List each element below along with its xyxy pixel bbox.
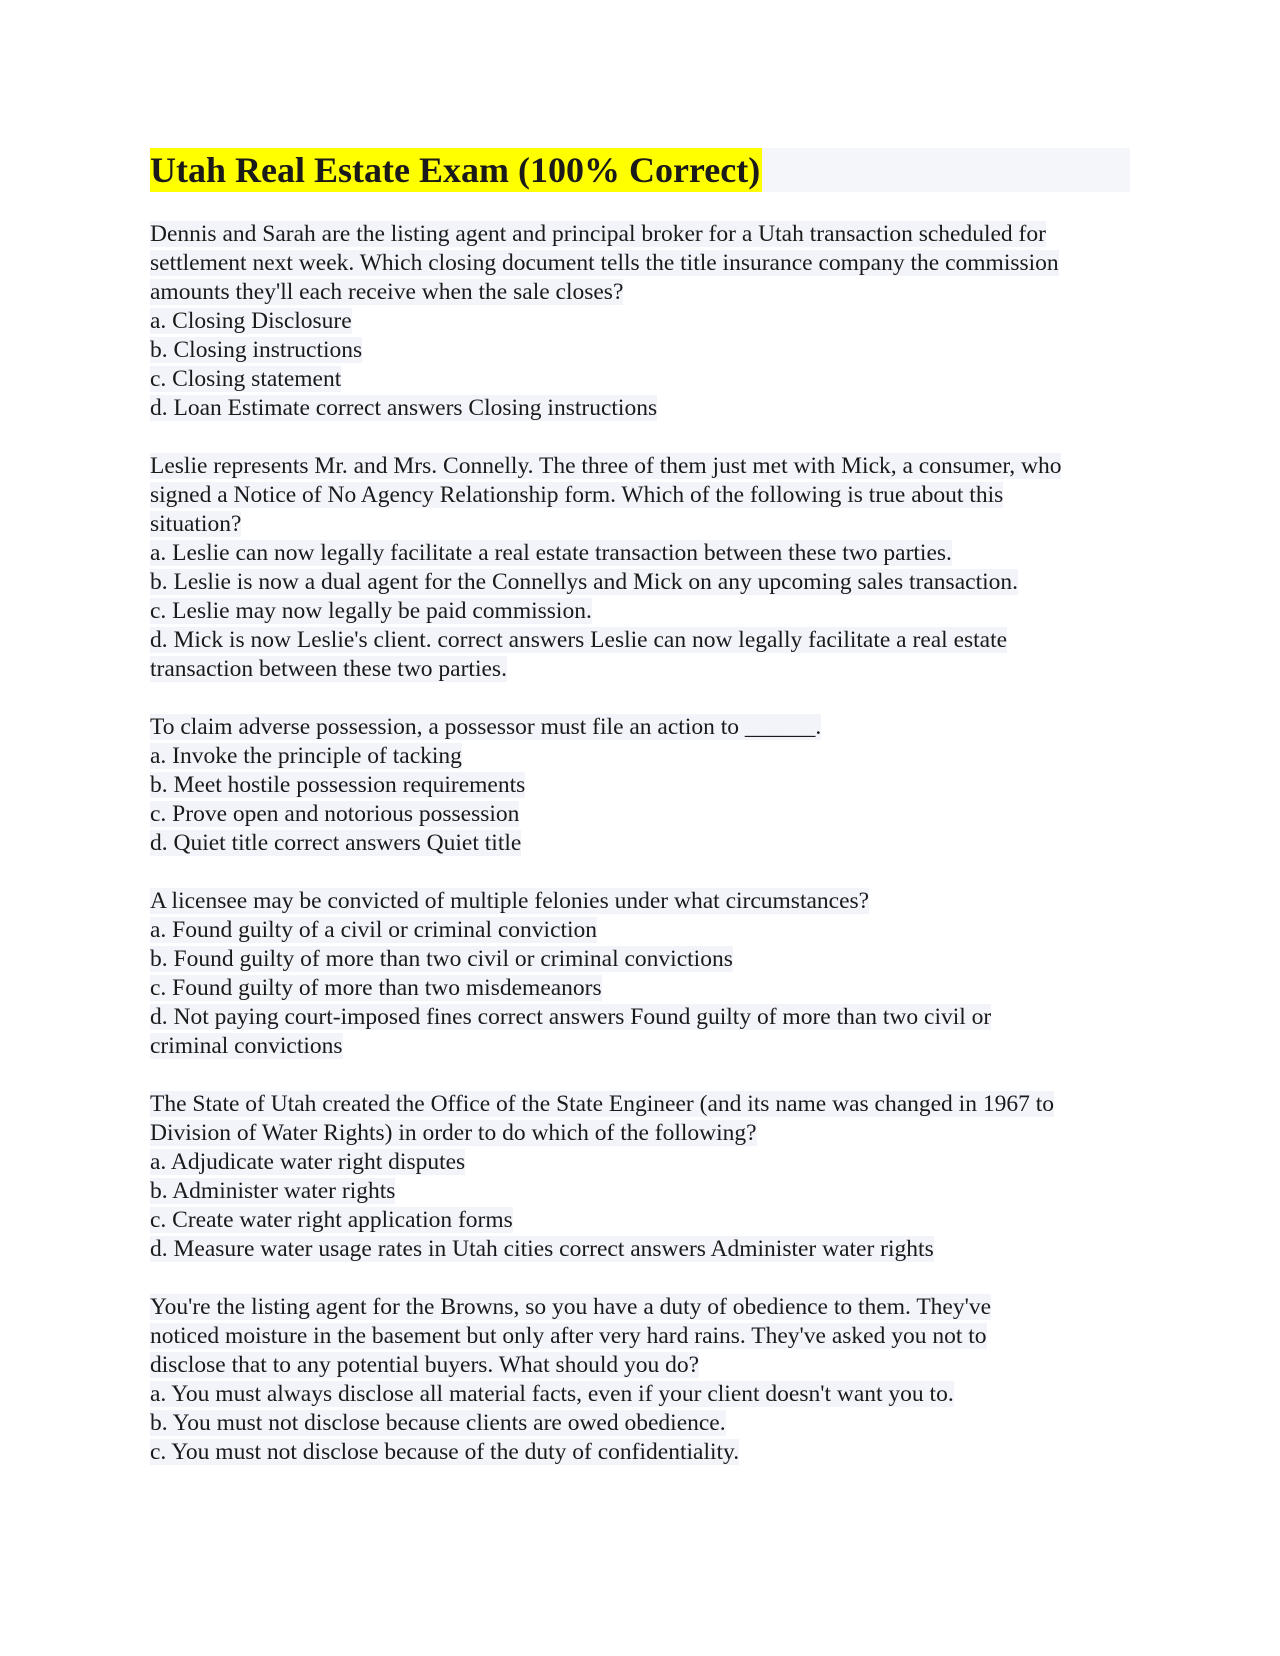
answer-option: a. Found guilty of a civil or criminal conviction: [150, 917, 598, 943]
question-list: [150, 220, 1130, 1467]
question-block: [150, 452, 1130, 684]
answer-option: d. Mick is now Leslie's client. correct answers Leslie can now legally facilitate a real estate: [150, 627, 1008, 653]
answer-option: d. Measure water usage rates in Utah cities correct answers Administer water rights: [150, 1236, 934, 1262]
answer-option: c. Found guilty of more than two misdemeanors: [150, 975, 602, 1001]
document-title: Utah Real Estate Exam (100% Correct): [150, 150, 761, 190]
answer-option: a. Leslie can now legally facilitate a real estate transaction between these two parties.: [150, 540, 952, 566]
answer-option: a. Closing Disclosure: [150, 308, 352, 334]
answer-option: d. Not paying court-imposed fines correct answers Found guilty of more than two civil or: [150, 1004, 992, 1030]
question-line: amounts they'll each receive when the sale closes?: [150, 279, 624, 305]
question-line: The State of Utah created the Office of the State Engineer (and its name was changed in 1967 to: [150, 1091, 1054, 1117]
question-block: [150, 1090, 1130, 1264]
answer-option: b. You must not disclose because clients are owed obedience.: [150, 1410, 726, 1436]
answer-option: criminal convictions: [150, 1033, 343, 1059]
question-line: Division of Water Rights) in order to do which of the following?: [150, 1120, 757, 1146]
answer-option: c. Leslie may now legally be paid commission.: [150, 598, 592, 624]
answer-option: c. Closing statement: [150, 366, 342, 392]
question-line: situation?: [150, 511, 242, 537]
answer-option: a. Adjudicate water right disputes: [150, 1149, 466, 1175]
question-line: settlement next week. Which closing document tells the title insurance company the commission: [150, 250, 1059, 276]
document-page: [150, 148, 1130, 1496]
question-block: [150, 1293, 1130, 1467]
question-block: [150, 220, 1130, 423]
answer-option: c. Prove open and notorious possession: [150, 801, 520, 827]
question-line: noticed moisture in the basement but only after very hard rains. They've asked you not to: [150, 1323, 987, 1349]
question-block: [150, 713, 1130, 858]
answer-option: b. Administer water rights: [150, 1178, 396, 1204]
question-line: Leslie represents Mr. and Mrs. Connelly. The three of them just met with Mick, a consumer, who: [150, 453, 1062, 479]
question-line: To claim adverse possession, a possessor must file an action to ______.: [150, 714, 822, 740]
answer-option: b. Closing instructions: [150, 337, 363, 363]
answer-option: b. Found guilty of more than two civil or criminal convictions: [150, 946, 733, 972]
answer-option: c. Create water right application forms: [150, 1207, 513, 1233]
answer-option: d. Loan Estimate correct answers Closing instructions: [150, 395, 658, 421]
question-line: Dennis and Sarah are the listing agent and principal broker for a Utah transaction scheduled for: [150, 221, 1046, 247]
answer-option: b. Meet hostile possession requirements: [150, 772, 526, 798]
question-line: disclose that to any potential buyers. What should you do?: [150, 1352, 700, 1378]
answer-option: a. Invoke the principle of tacking: [150, 743, 462, 769]
question-line: You're the listing agent for the Browns, so you have a duty of obedience to them. They've: [150, 1294, 992, 1320]
answer-option: transaction between these two parties.: [150, 656, 507, 682]
question-line: A licensee may be convicted of multiple felonies under what circumstances?: [150, 888, 870, 914]
answer-option: b. Leslie is now a dual agent for the Connellys and Mick on any upcoming sales transaction.: [150, 569, 1018, 595]
title-band: [150, 148, 1130, 192]
answer-option: c. You must not disclose because of the duty of confidentiality.: [150, 1439, 740, 1465]
question-block: [150, 887, 1130, 1061]
answer-option: a. You must always disclose all material facts, even if your client doesn't want you to.: [150, 1381, 954, 1407]
answer-option: d. Quiet title correct answers Quiet title: [150, 830, 522, 856]
question-line: signed a Notice of No Agency Relationship form. Which of the following is true about this: [150, 482, 1004, 508]
